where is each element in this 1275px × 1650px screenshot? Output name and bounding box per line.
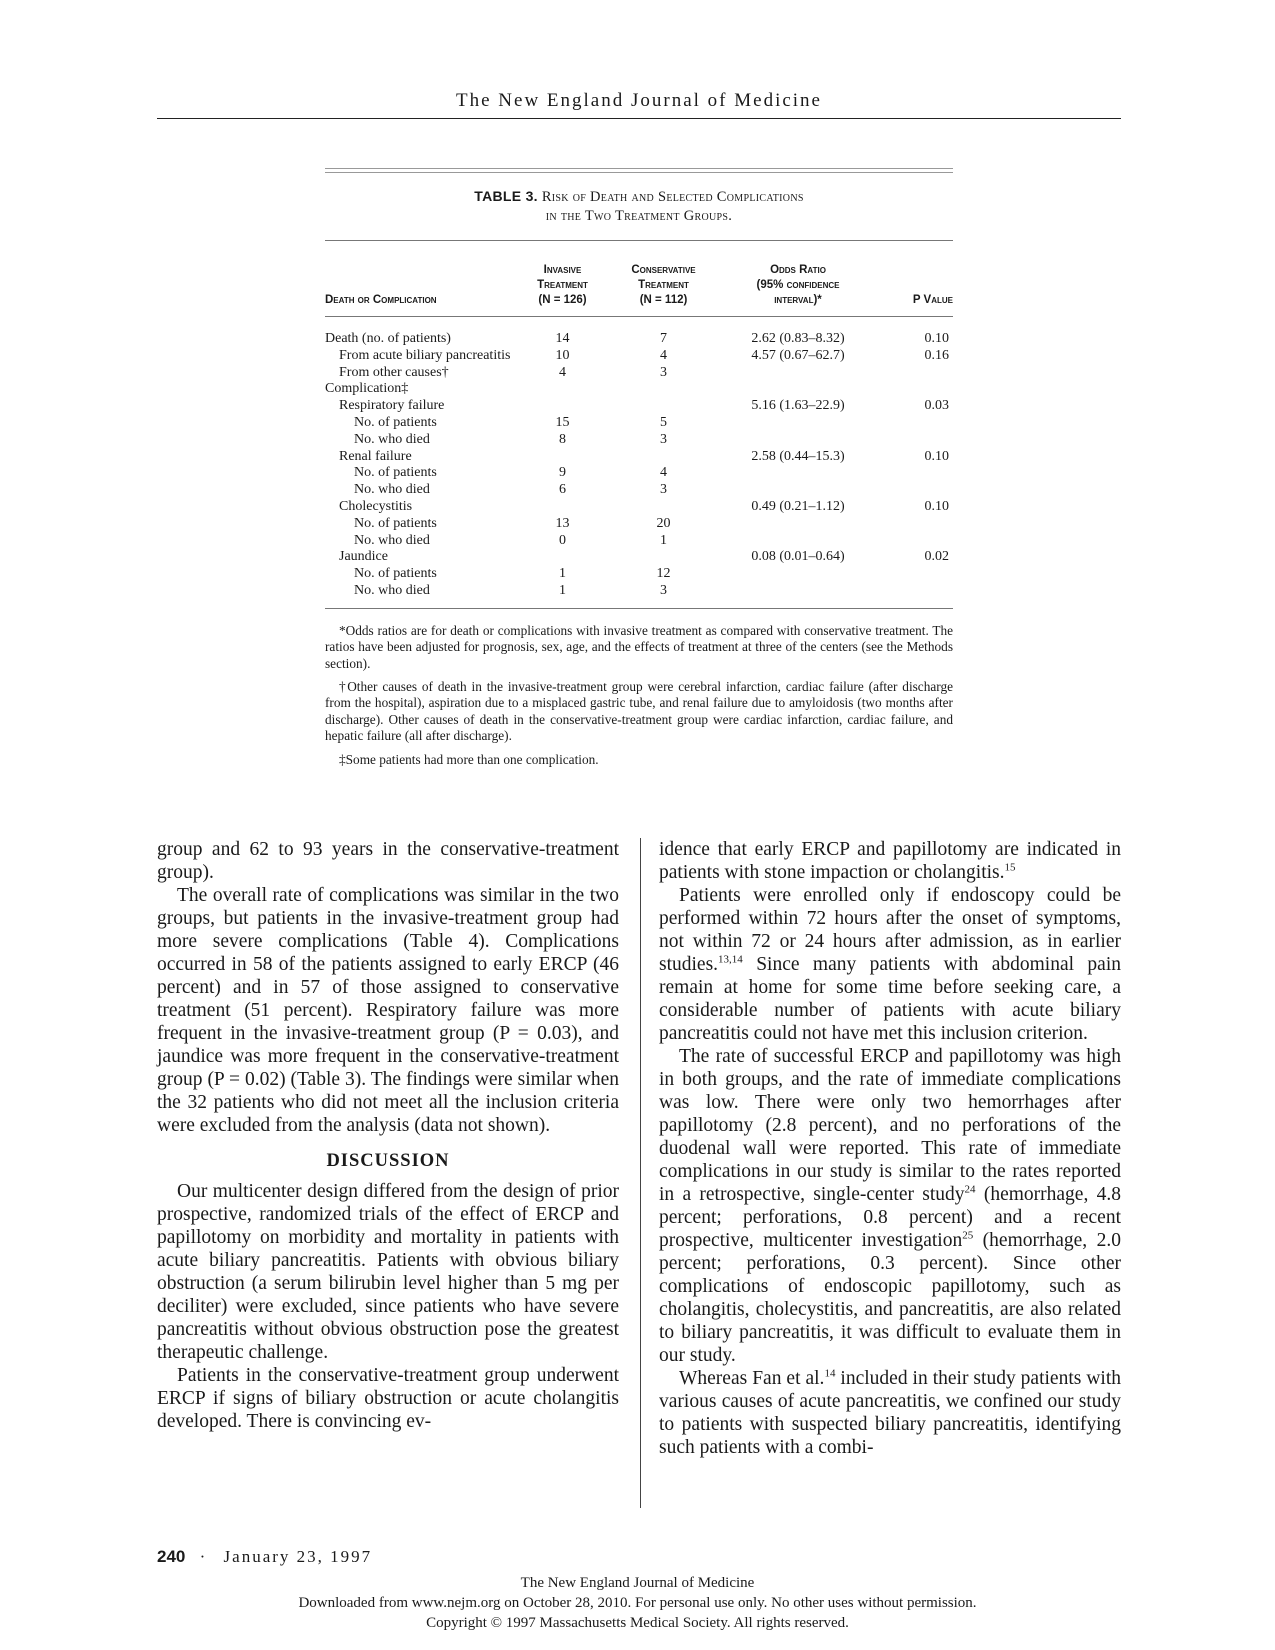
invasive-value: 13	[555, 515, 570, 531]
table-row	[325, 465, 953, 482]
conservative-value: 3	[660, 364, 667, 380]
p-value: 0.16	[924, 347, 949, 363]
row-label: No. who died	[354, 582, 430, 598]
table-number: TABLE 3.	[474, 188, 538, 204]
conservative-value: 4	[660, 347, 667, 363]
odds-ratio-value: 0.08 (0.01–0.64)	[751, 549, 845, 565]
paragraph: idence that early ERCP and papillotomy are indicated in patients with stone impaction or cholangitis.$^{15}$	[659, 839, 1121, 883]
p-value	[874, 482, 953, 499]
paragraph: Whereas Fan et al.$^{14}$ included in their study patients with various causes of acute pancreatitis, we confined our study to patients with suspected biliary pancreatitis, identifying such patients with a combi-	[659, 1367, 1121, 1458]
section-heading-discussion: DISCUSSION	[326, 1151, 450, 1171]
invasive-value: 9	[559, 465, 566, 481]
odds-ratio-value	[722, 381, 874, 398]
p-value: 0.10	[924, 498, 949, 514]
invasive-value	[520, 549, 605, 566]
page-number: 240	[157, 1547, 186, 1566]
left-text-column	[157, 838, 619, 1433]
table-row	[325, 549, 953, 566]
conservative-value: 3	[660, 582, 667, 598]
conservative-value	[605, 499, 722, 516]
odds-ratio-value	[722, 566, 874, 583]
folio-separator: ·	[199, 1547, 206, 1566]
footnote-complications: ‡Some patients had more than one complication.	[339, 751, 599, 767]
paragraph: group and 62 to 93 years in the conservative-treatment group).	[157, 839, 619, 883]
paragraph: Patients in the conservative-treatment group underwent ERCP if signs of biliary obstruction or acute cholangitis developed. There is convincing ev-	[157, 1365, 619, 1432]
table-title-rule	[325, 240, 953, 241]
conservative-value: 3	[660, 431, 667, 447]
table-title-line1: Risk of Death and Selected Complications	[541, 189, 804, 205]
paragraph: Our multicenter design differed from the design of prior prospective, randomized trials of the effect of ERCP and papillotomy on morbidity and mortality in patients with acute biliary pancreatitis. Patients with obvious biliary obstruction (a serum bilirubin level higher than 5 mg per deciliter) were excluded, since patients who have severe pancreatitis without obvious obstruction pose the greatest therapeutic challenge.	[157, 1181, 619, 1363]
header-invasive: Invasive Treatment (N = 126)	[537, 264, 588, 306]
table-row	[325, 449, 953, 466]
table-row	[325, 482, 953, 499]
table-3	[325, 168, 953, 775]
row-label: No. of patients	[354, 566, 437, 582]
conservative-value: 3	[660, 482, 667, 498]
row-label: Cholecystitis	[339, 498, 413, 514]
row-label: No. of patients	[354, 414, 437, 430]
conservative-value: 5	[660, 414, 667, 430]
conservative-value: 7	[660, 331, 667, 346]
conservative-value	[605, 449, 722, 466]
p-value: 0.02	[924, 549, 949, 565]
table-title-line2: in the Two Treatment Groups.	[545, 208, 733, 224]
table-row	[325, 533, 953, 550]
table-header-row	[325, 263, 953, 317]
conservative-value: 12	[656, 566, 671, 582]
footnote-other-causes: †Other causes of death in the invasive-treatment group were cerebral infarction, cardiac failure (after discharge from the hospital), aspiration due to a misplaced gastric tube, and renal failure due to amyloidosis (two months after discharge). Other causes of death in the conservative-treatment group were cardiac infarction, cardiac failure, and hepatic failure (all after discharge).	[325, 678, 953, 744]
p-value: 0.10	[924, 448, 949, 464]
row-label: Complication‡	[325, 381, 409, 397]
header-death-or-complication: Death or Complication	[325, 294, 437, 306]
row-label: Renal failure	[339, 448, 412, 464]
invasive-value	[520, 499, 605, 516]
table-row	[325, 365, 953, 382]
p-value	[874, 533, 953, 550]
odds-ratio-value	[722, 432, 874, 449]
odds-ratio-value: 2.58 (0.44–15.3)	[751, 448, 845, 464]
conservative-value: 1	[660, 532, 667, 548]
table-row	[325, 583, 953, 600]
table-row	[325, 381, 953, 398]
odds-ratio-value	[722, 365, 874, 382]
table-row	[325, 348, 953, 365]
conservative-value	[605, 398, 722, 415]
odds-ratio-value: 0.49 (0.21–1.12)	[751, 498, 845, 514]
row-label: No. of patients	[354, 465, 437, 481]
p-value	[874, 583, 953, 600]
row-label: From other causes†	[339, 364, 449, 380]
odds-ratio-value	[722, 482, 874, 499]
odds-ratio-value: 2.62 (0.83–8.32)	[751, 331, 845, 346]
row-label: Respiratory failure	[339, 398, 445, 414]
p-value	[874, 465, 953, 482]
p-value	[874, 432, 953, 449]
column-divider	[640, 838, 641, 1508]
row-label: No. who died	[354, 532, 430, 548]
table-top-rule	[325, 168, 953, 173]
odds-ratio-value	[722, 583, 874, 600]
invasive-value: 1	[559, 566, 566, 582]
paragraph: The overall rate of complications was similar in the two groups, but patients in the invasive-treatment group had more severe complications (Table 4). Complications occurred in 58 of the patients assigned to early ERCP (46 percent) and in 57 of those assigned to conservative treatment (51 percent). Respiratory failure was more frequent in the invasive-treatment group (P = 0.03), and jaundice was more frequent in the conservative-treatment group (P = 0.02) (Table 3). The findings were similar when the 32 patients who did not meet all the inclusion criteria were excluded from the analysis (data not shown).	[157, 885, 619, 1136]
invasive-value: 4	[559, 364, 566, 380]
table-footnotes	[325, 623, 953, 768]
row-label: No. who died	[354, 431, 430, 447]
table-data	[325, 263, 953, 609]
p-value	[874, 566, 953, 583]
odds-ratio-value	[722, 465, 874, 482]
paragraph: The rate of successful ERCP and papillotomy was high in both groups, and the rate of immediate complications was low. There were only two hemorrhages after papillotomy (2.8 percent), and no perforations of the duodenal wall were reported. This rate of immediate complications in our study is similar to the rates reported in a retrospective, single-center study$^{24}$ (hemorrhage, 4.8 percent; perforations, 0.8 percent) and a recent prospective, multicenter investigation$^{25}$ (hemorrhage, 2.0 percent; perforations, 0.3 percent). Since other complications of endoscopic papillotomy, such as cholangitis, cholecystitis, and pancreatitis, are also related to biliary pancreatitis, it was difficult to evaluate them in our study.	[659, 1046, 1121, 1366]
header-p-value: P Value	[912, 294, 953, 306]
invasive-value: 1	[559, 582, 566, 598]
invasive-value: 14	[555, 331, 570, 346]
row-label: From acute biliary pancreatitis	[339, 347, 511, 363]
download-journal: The New England Journal of Medicine	[520, 1575, 755, 1591]
odds-ratio-value	[722, 533, 874, 550]
p-value	[874, 365, 953, 382]
table-row	[325, 499, 953, 516]
invasive-value: 6	[559, 482, 566, 498]
download-copyright: Copyright © 1997 Massachusetts Medical Society. All rights reserved.	[426, 1615, 849, 1631]
row-label: Death (no. of patients)	[325, 331, 451, 346]
p-value: 0.03	[924, 398, 949, 414]
table-row	[325, 516, 953, 533]
table-row	[325, 432, 953, 449]
p-value	[874, 415, 953, 432]
odds-ratio-value	[722, 415, 874, 432]
page-folio	[157, 1547, 372, 1567]
row-label: Jaundice	[339, 549, 388, 565]
row-label: No. of patients	[354, 515, 437, 531]
table-row	[325, 415, 953, 432]
odds-ratio-value	[722, 516, 874, 533]
right-text-column	[659, 838, 1121, 1459]
invasive-value: 15	[555, 414, 570, 430]
citation: 24	[964, 1183, 976, 1196]
table-title	[325, 187, 953, 226]
invasive-value: 10	[555, 347, 570, 363]
citation: 14	[824, 1367, 836, 1380]
p-value	[874, 516, 953, 533]
conservative-value: 4	[660, 465, 667, 481]
issue-date: January 23, 1997	[223, 1547, 373, 1566]
header-rule	[157, 118, 1121, 119]
citation: 15	[1004, 861, 1016, 874]
citation: 13,14	[718, 953, 743, 966]
p-value	[874, 381, 953, 398]
odds-ratio-value: 5.16 (1.63–22.9)	[751, 398, 845, 414]
footnote-odds-ratio: *Odds ratios are for death or complications with invasive treatment as compared with conservative treatment. The ratios have been adjusted for prognosis, sex, age, and the effects of treatment at three of the centers (see the Methods section).	[325, 622, 953, 671]
citation: 25	[962, 1229, 974, 1242]
running-head: The New England Journal of Medicine	[456, 90, 822, 111]
invasive-value: 0	[559, 532, 566, 548]
conservative-value	[605, 549, 722, 566]
table-row	[325, 398, 953, 415]
header-odds-ratio: Odds Ratio (95% confidence interval)*	[756, 264, 840, 306]
conservative-value: 20	[656, 515, 671, 531]
table-row	[325, 566, 953, 583]
invasive-value: 8	[559, 431, 566, 447]
row-label: No. who died	[354, 482, 430, 498]
invasive-value	[520, 449, 605, 466]
p-value: 0.10	[924, 331, 949, 346]
odds-ratio-value: 4.57 (0.67–62.7)	[751, 347, 845, 363]
conservative-value	[605, 381, 722, 398]
header-conservative: Conservative Treatment (N = 112)	[631, 264, 696, 306]
invasive-value	[520, 398, 605, 415]
paragraph: Patients were enrolled only if endoscopy could be performed within 72 hours after the onset of symptoms, not within 72 or 24 hours after admission, as in earlier studies.$^{13,14}$ Since many patients with abdominal pain remain at home for some time before seeking care, a considerable number of patients with acute biliary pancreatitis could not have met this inclusion criterion.	[659, 885, 1121, 1044]
invasive-value	[520, 381, 605, 398]
download-notice	[0, 1573, 1275, 1633]
table-row	[325, 331, 953, 348]
download-permission: Downloaded from www.nejm.org on October 28, 2010. For personal use only. No other uses without permission.	[298, 1595, 977, 1611]
